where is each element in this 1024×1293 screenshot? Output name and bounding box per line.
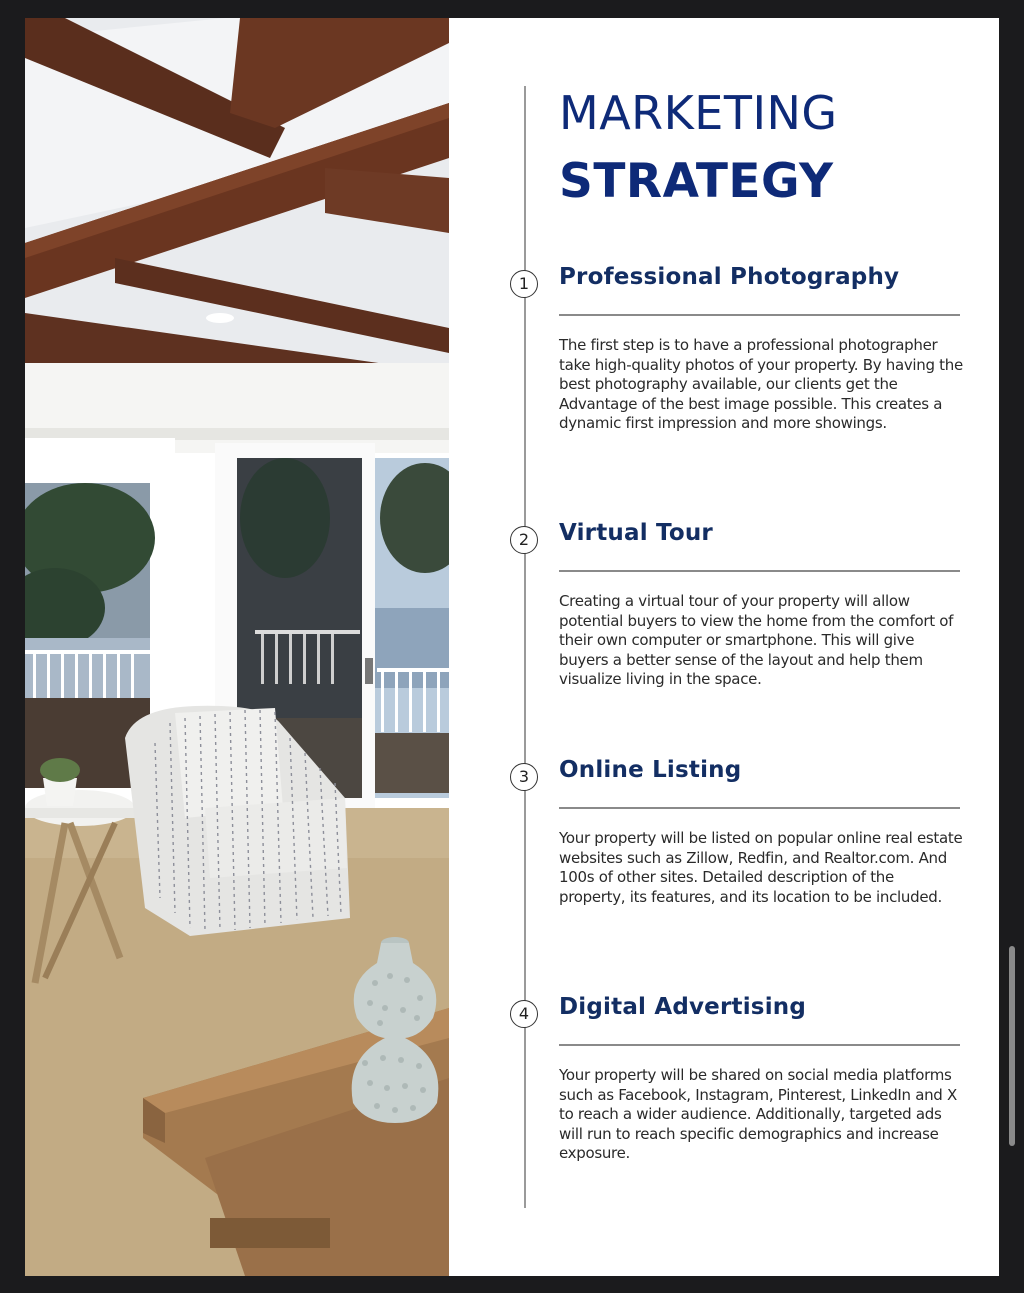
step-divider (559, 570, 960, 572)
step-title: Professional Photography (559, 264, 900, 290)
title-line-strategy: STRATEGY (559, 154, 834, 209)
step-description: Your property will be listed on popular online real estate websites such as Zillow, Redfin, and Realtor.com. And 100s of other sites. Detailed description of the property, its features, and its location to be included. (559, 829, 963, 906)
step-number-badge: 4 (510, 1000, 538, 1028)
title-line-marketing: MARKETING (559, 86, 838, 140)
interior-photo (25, 18, 449, 1276)
page-title (559, 86, 838, 209)
step-title: Digital Advertising (559, 994, 807, 1020)
step-number-badge: 3 (510, 763, 538, 791)
strategy-content (449, 18, 999, 1276)
step-divider (559, 1044, 960, 1046)
step-description: The first step is to have a professional photographer take high-quality photos of your property. By having the best photography available, our clients get the Advantage of the best image possible. This creates a dynamic first impression and more showings. (559, 336, 963, 432)
timeline-line (524, 86, 526, 1208)
step-description: Creating a virtual tour of your property will allow potential buyers to view the home from the comfort of their own computer or smartphone. This will give buyers a better sense of the layout and help them visualize living in the space. (559, 592, 954, 688)
step-number-badge: 2 (510, 526, 538, 554)
step-divider (559, 314, 960, 316)
brochure-page (25, 18, 999, 1276)
step-number-badge: 1 (510, 270, 538, 298)
vertical-scrollbar[interactable] (1009, 946, 1015, 1146)
step-title: Online Listing (559, 757, 742, 783)
step-title: Virtual Tour (559, 520, 713, 546)
step-divider (559, 807, 960, 809)
step-description: Your property will be shared on social media platforms such as Facebook, Instagram, Pinterest, LinkedIn and X to reach a wider audience. Additionally, targeted ads will run to reach specific demographics and increase exposure. (559, 1066, 957, 1162)
